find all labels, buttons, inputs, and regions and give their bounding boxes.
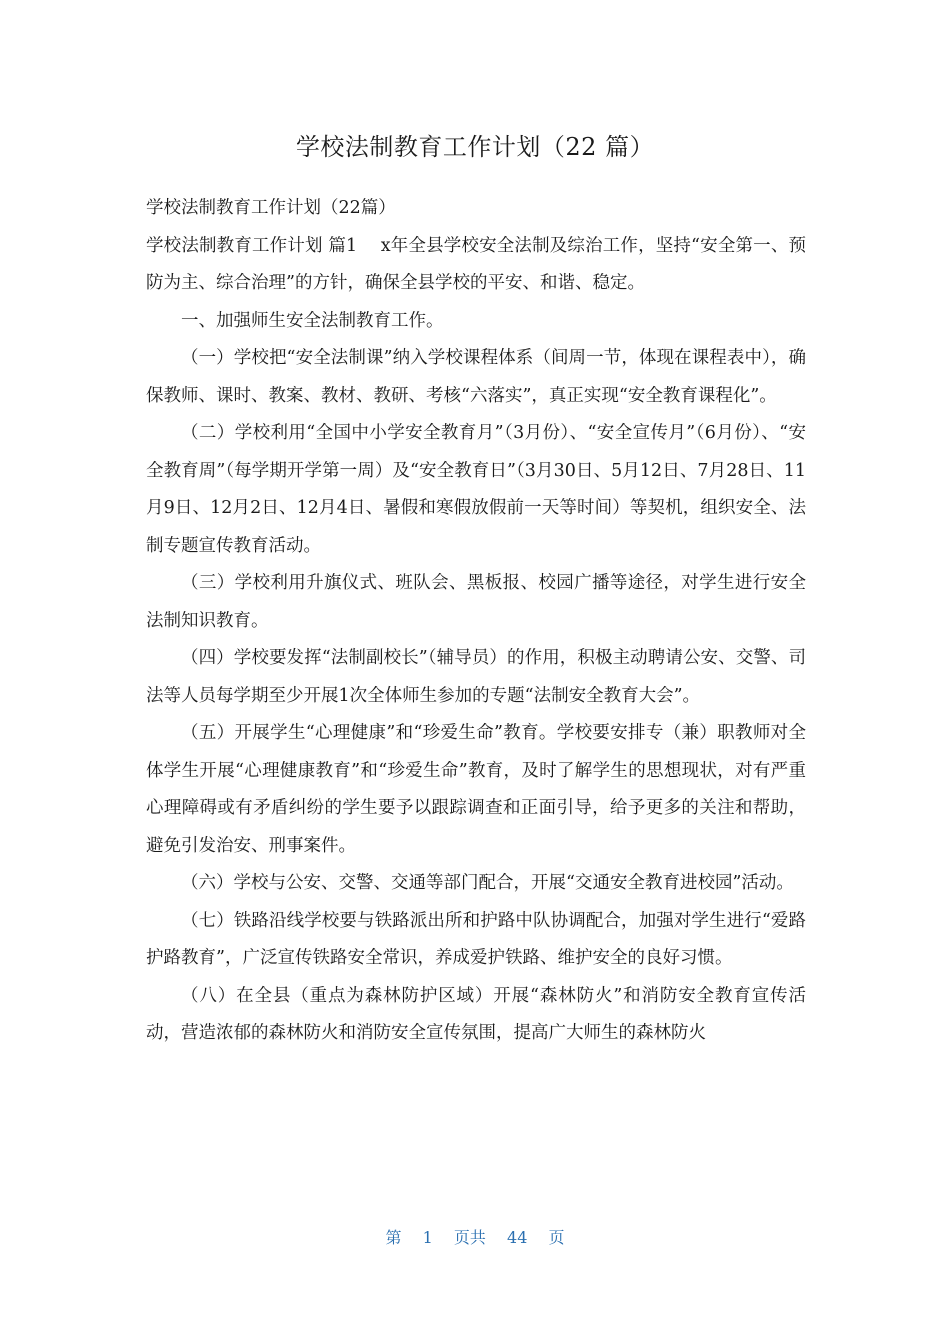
paragraph-item-3: （三）学校利用升旗仪式、班队会、黑板报、校园广播等途径，对学生进行安全法制知识教育。 <box>146 573 806 631</box>
section-heading-1: 一、加强师生安全法制教育工作。 <box>181 310 444 331</box>
paragraph-intro: 学校法制教育工作计划 篇1 x年全县学校安全法制及综治工作，坚持“安全第一、预防为主、综合治理”的方针，确保全县学校的平安、和谐、稳定。 <box>146 235 806 293</box>
footer-label-of: 页共 <box>453 1228 486 1247</box>
document-subtitle: 学校法制教育工作计划（22篇） <box>146 198 396 218</box>
paragraph-item-1: （一）学校把“安全法制课”纳入学校课程体系（间周一节，体现在课程表中），确保教师、课时、教案、教材、教研、考核“六落实”，真正实现“安全教育课程化”。 <box>146 348 806 406</box>
document-title: 学校法制教育工作计划（22 篇） <box>295 133 655 161</box>
paragraph-item-2: （二）学校利用“全国中小学安全教育月”（3月份）、“安全宣传月”（6月份）、“安全教育周”（每学期开学第一周）及“安全教育日”（3月30日、5月12日、7月28日、11月9日、12月2日、12月4日、暑假和寒假放假前一天等时间）等契机，组织安全、法制专题宣传教育活动。 <box>146 423 806 556</box>
paragraph-item-7: （七）铁路沿线学校要与铁路派出所和护路中队协调配合，加强对学生进行“爱路护路教育”，广泛宣传铁路安全常识，养成爱护铁路、维护安全的良好习惯。 <box>146 910 806 968</box>
paragraph-item-5: （五）开展学生“心理健康”和“珍爱生命”教育。学校要安排专（兼）职教师对全体学生开展“心理健康教育”和“珍爱生命”教育，及时了解学生的思想现状，对有严重心理障碍或有矛盾纠纷的学生要予以跟踪调查和正面引导，给予更多的关注和帮助，避免引发治安、刑事案件。 <box>146 723 806 856</box>
footer-current-page: 1 <box>422 1228 433 1247</box>
paragraph-item-6: （六）学校与公安、交警、交通等部门配合，开展“交通安全教育进校园”活动。 <box>181 873 794 893</box>
footer-label-pages: 页 <box>548 1228 565 1247</box>
paragraph-item-4: （四）学校要发挥“法制副校长”（辅导员）的作用，积极主动聘请公安、交警、司法等人员每学期至少开展1次全体师生参加的专题“法制安全教育大会”。 <box>146 648 806 706</box>
paragraph-item-8: （八）在全县（重点为森林防护区域）开展“森林防火”和消防安全教育宣传活动，营造浓郁的森林防火和消防安全宣传氛围，提高广大师生的森林防火 <box>146 985 806 1043</box>
page-footer <box>0 1226 950 1250</box>
footer-label-page: 第 <box>385 1228 402 1247</box>
footer-total-pages: 44 <box>507 1228 528 1247</box>
document-body <box>146 190 806 1053</box>
